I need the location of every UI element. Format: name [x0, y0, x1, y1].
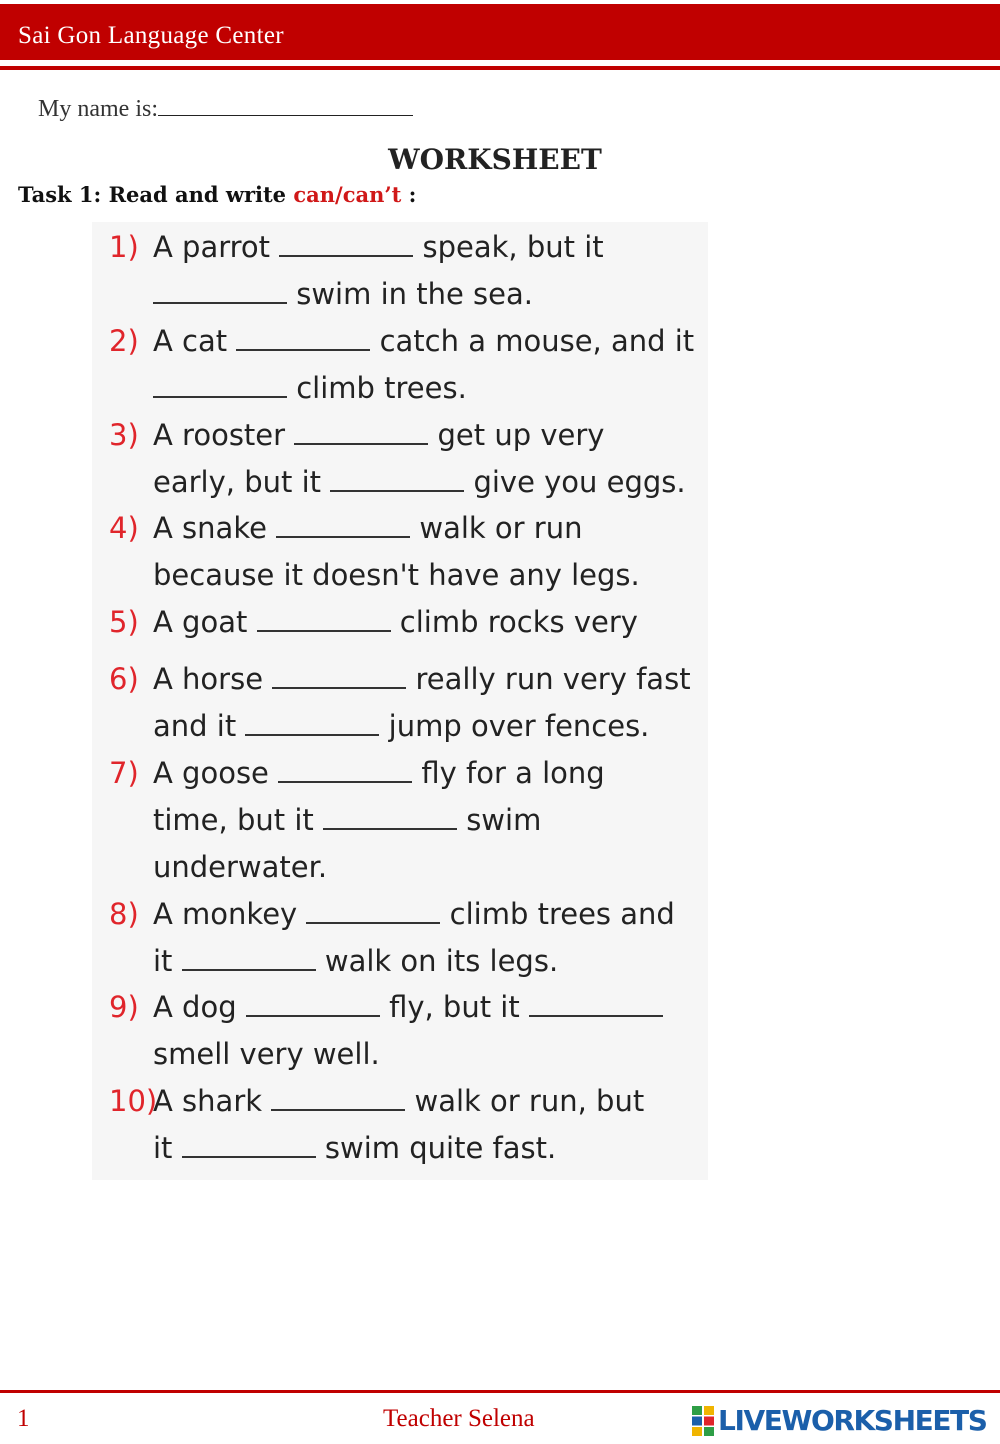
question-line	[153, 1084, 644, 1118]
question-line	[153, 850, 327, 884]
question-line	[153, 662, 691, 696]
answer-blank[interactable]	[529, 991, 663, 1017]
center-name: Sai Gon Language Center	[18, 22, 284, 49]
question-text: fly for a long	[421, 756, 605, 790]
question-text: climb rocks very	[399, 605, 638, 639]
task-label: Task 1: Read and write	[18, 182, 294, 207]
liveworksheets-logo-icon	[692, 1406, 714, 1436]
question-line	[153, 803, 541, 837]
question-number: 1)	[109, 230, 139, 264]
question-text: speak, but it	[422, 230, 604, 264]
question-text: A goat	[153, 605, 248, 639]
answer-blank[interactable]	[153, 278, 287, 304]
header-bar	[0, 4, 1000, 60]
question-text: underwater.	[153, 850, 328, 884]
question-text: really run very fast	[415, 662, 691, 696]
question-number: 8)	[109, 897, 139, 931]
question-line	[153, 709, 649, 743]
liveworksheets-logo[interactable]	[692, 1404, 992, 1438]
answer-blank[interactable]	[182, 1132, 316, 1158]
question-text: swim in the sea.	[296, 277, 533, 311]
answer-blank[interactable]	[182, 945, 316, 971]
question-text: climb trees and	[449, 897, 675, 931]
answer-blank[interactable]	[257, 606, 391, 632]
answer-blank[interactable]	[236, 325, 370, 351]
question-text: swim quite fast.	[324, 1131, 557, 1165]
question-number: 6)	[109, 662, 139, 696]
question-text: smell very well.	[153, 1037, 380, 1071]
question-text: time, but it	[153, 803, 314, 837]
worksheet-title: WORKSHEET	[388, 143, 602, 176]
student-name-row	[38, 93, 413, 123]
question-line	[153, 605, 638, 639]
question-text: A goose	[153, 756, 269, 790]
question-text: A horse	[153, 662, 264, 696]
question-text: catch a mouse, and it	[379, 324, 695, 358]
question-line	[153, 324, 694, 358]
question-number: 3)	[109, 418, 139, 452]
question-line	[153, 897, 675, 931]
question-line	[153, 277, 533, 311]
answer-blank[interactable]	[323, 804, 457, 830]
question-text: early, but it	[153, 465, 321, 499]
question-text: walk or run, but	[414, 1084, 645, 1118]
question-text: it	[153, 944, 173, 978]
name-label: My name is:	[38, 96, 158, 122]
exercise-panel	[92, 222, 708, 1180]
question-number: 2)	[109, 324, 139, 358]
question-text: walk or run	[419, 511, 583, 545]
answer-blank[interactable]	[278, 757, 412, 783]
answer-blank[interactable]	[294, 419, 428, 445]
question-text: climb trees.	[296, 371, 467, 405]
footer-divider	[0, 1390, 1000, 1393]
answer-blank[interactable]	[271, 1085, 405, 1111]
header-divider	[0, 66, 1000, 70]
answer-blank[interactable]	[153, 372, 287, 398]
task-instruction	[18, 182, 416, 207]
question-text: jump over fences.	[388, 709, 650, 743]
question-text: get up very	[437, 418, 605, 452]
question-number: 9)	[109, 990, 139, 1024]
question-line	[153, 465, 686, 499]
answer-blank[interactable]	[245, 710, 379, 736]
answer-blank[interactable]	[330, 466, 464, 492]
task-highlight: can/can’t	[293, 182, 402, 207]
page-number: 1	[17, 1405, 30, 1432]
question-number: 4)	[109, 511, 139, 545]
question-text: A shark	[153, 1084, 263, 1118]
answer-blank[interactable]	[272, 663, 406, 689]
question-text: give you eggs.	[473, 465, 686, 499]
question-line	[153, 990, 663, 1024]
question-line	[153, 418, 604, 452]
question-line	[153, 756, 605, 790]
teacher-name: Teacher Selena	[383, 1405, 535, 1432]
answer-blank[interactable]	[306, 898, 440, 924]
question-text: and it	[153, 709, 237, 743]
question-line	[153, 371, 467, 405]
question-text: A cat	[153, 324, 228, 358]
question-text: A rooster	[153, 418, 286, 452]
question-text: A dog	[153, 990, 237, 1024]
answer-blank[interactable]	[279, 231, 413, 257]
question-text: because it doesn't have any legs.	[153, 558, 640, 592]
question-number: 5)	[109, 605, 139, 639]
question-text: swim	[466, 803, 542, 837]
question-text: walk on its legs.	[324, 944, 559, 978]
question-line	[153, 558, 640, 592]
question-line	[153, 511, 582, 545]
liveworksheets-brand: LIVEWORKSHEETS	[718, 1404, 987, 1437]
question-line	[153, 230, 604, 264]
question-number: 7)	[109, 756, 139, 790]
question-text: A monkey	[153, 897, 298, 931]
question-text: A snake	[153, 511, 267, 545]
question-line	[153, 1131, 556, 1165]
question-line	[153, 944, 558, 978]
task-suffix: :	[401, 182, 417, 207]
question-number: 10)	[109, 1084, 158, 1118]
question-line	[153, 1037, 380, 1071]
question-text: A parrot	[153, 230, 271, 264]
answer-blank[interactable]	[246, 991, 380, 1017]
question-text: it	[153, 1131, 173, 1165]
name-blank-field[interactable]	[158, 93, 413, 116]
question-text: fly, but it	[389, 990, 520, 1024]
answer-blank[interactable]	[276, 512, 410, 538]
